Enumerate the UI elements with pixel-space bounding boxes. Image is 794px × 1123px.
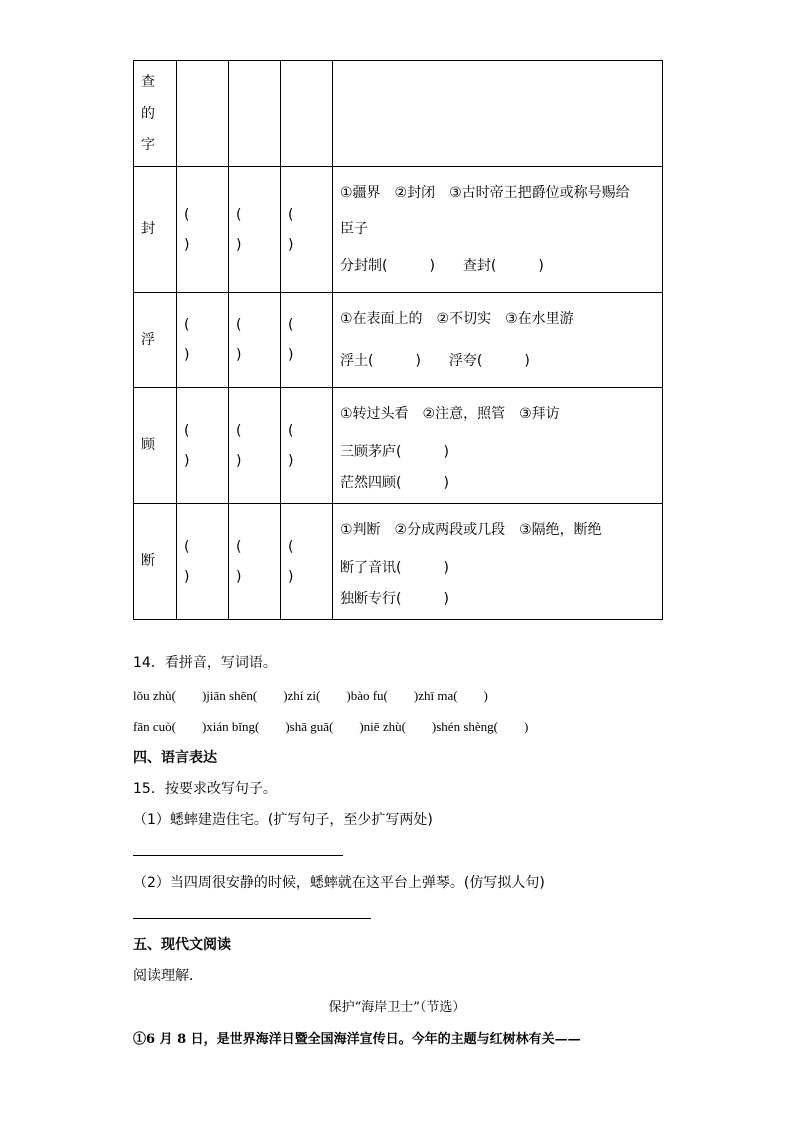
header-char-cell — [134, 61, 177, 167]
answer-blank[interactable]: ( ) — [229, 388, 281, 504]
definition-cell — [333, 388, 663, 504]
definition-options: ①疆界 ②封闭 ③古时帝王把爵位或称号赐给 — [340, 185, 630, 201]
word-blanks[interactable]: 浮土( ) 浮夸( ) — [340, 353, 530, 369]
answer-blank[interactable]: ( ) — [177, 293, 229, 388]
header-char-2: 的 — [141, 106, 155, 122]
table-row — [134, 293, 663, 388]
row-char: 顾 — [141, 437, 155, 453]
header-blank-cell — [177, 61, 229, 167]
section-4-heading: 四、语言表达 — [133, 750, 217, 766]
header-blank-cell — [281, 61, 333, 167]
word-blanks[interactable]: 断了音讯( ) — [340, 560, 449, 576]
char-cell — [134, 293, 177, 388]
answer-blank[interactable]: ( ) — [229, 167, 281, 293]
answer-blank[interactable]: ( ) — [281, 504, 333, 620]
table-header-row — [134, 61, 663, 167]
definition-options: ①在表面上的 ②不切实 ③在水里游 — [340, 311, 574, 327]
table-row — [134, 167, 663, 293]
definition-options: ①判断 ②分成两段或几段 ③隔绝，断绝 — [340, 522, 602, 538]
word-blanks[interactable]: 茫然四顾( ) — [340, 475, 449, 491]
q15-sub2: （2）当四周很安静的时候，蟋蟀就在这平台上弹琴。(仿写拟人句) — [133, 875, 545, 891]
q14-pinyin-line-2[interactable]: fān cuò( )xián bǐng( )shā guā( )niē zhù( )shén shèng( ) — [133, 719, 529, 734]
header-char-3: 字 — [141, 137, 155, 153]
header-def-cell — [333, 61, 663, 167]
answer-blank[interactable]: ( ) — [229, 504, 281, 620]
answer-blank[interactable]: ( ) — [281, 293, 333, 388]
article-paragraph-1: ①6 月 8 日，是世界海洋日暨全国海洋宣传日。今年的主题与红树林有关—— — [133, 1032, 581, 1047]
reading-instruction: 阅读理解． — [133, 968, 203, 984]
article-title: 保护“海岸卫士”（节选） — [328, 1000, 466, 1015]
q15-title: 15．按要求改写句子。 — [133, 781, 277, 797]
dictionary-table — [133, 60, 663, 620]
definition-cell — [333, 167, 663, 293]
table-row — [134, 388, 663, 504]
row-char: 封 — [141, 221, 155, 237]
q14-title: 14．看拼音，写词语。 — [133, 655, 277, 671]
word-blanks[interactable]: 独断专行( ) — [340, 591, 449, 607]
char-cell — [134, 504, 177, 620]
row-char: 断 — [141, 553, 155, 569]
char-cell — [134, 388, 177, 504]
char-cell — [134, 167, 177, 293]
word-blanks[interactable]: 三顾茅庐( ) — [340, 444, 449, 460]
answer-blank[interactable]: ( ) — [281, 167, 333, 293]
header-char-1: 查 — [141, 74, 155, 90]
section-5-heading: 五、现代文阅读 — [133, 937, 231, 953]
answer-blank[interactable]: ( ) — [177, 504, 229, 620]
definition-cell — [333, 293, 663, 388]
answer-blank[interactable]: ( ) — [281, 388, 333, 504]
definition-cell — [333, 504, 663, 620]
q14-pinyin-line-1[interactable]: lǒu zhù( )jiān shēn( )zhí zi( )bào fu( )zhī ma( ) — [133, 688, 488, 703]
q15-answer-line-1[interactable] — [133, 855, 343, 856]
answer-blank[interactable]: ( ) — [177, 167, 229, 293]
q15-sub1: （1）蟋蟀建造住宅。(扩写句子，至少扩写两处) — [133, 812, 433, 828]
word-blanks[interactable]: 分封制( ) 查封( ) — [340, 258, 544, 274]
row-char: 浮 — [141, 332, 155, 348]
answer-blank[interactable]: ( ) — [177, 388, 229, 504]
q15-answer-line-2[interactable] — [133, 918, 371, 919]
table-row — [134, 504, 663, 620]
definition-options: ①转过头看 ②注意，照管 ③拜访 — [340, 406, 560, 422]
header-blank-cell — [229, 61, 281, 167]
definition-options-cont: 臣子 — [340, 221, 368, 237]
answer-blank[interactable]: ( ) — [229, 293, 281, 388]
